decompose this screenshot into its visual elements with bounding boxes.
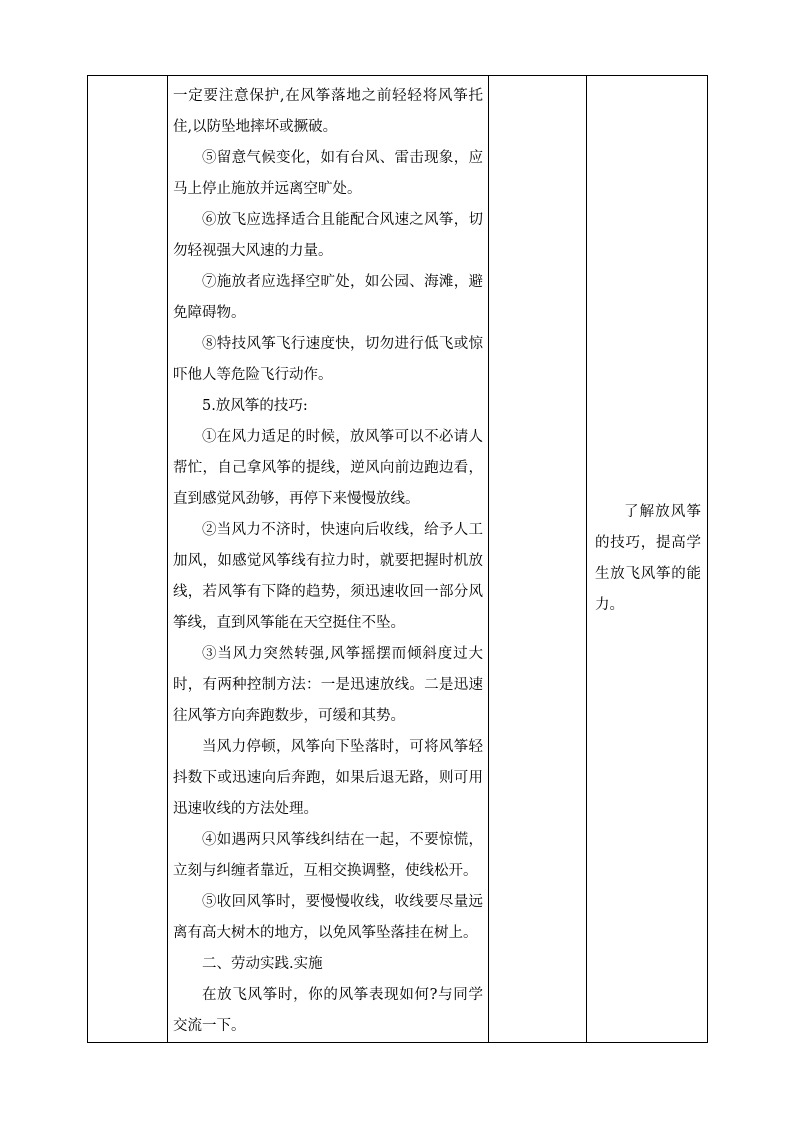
paragraph-wind-stops: 当风力停顿，风筝向下坠落时，可将风筝轻抖数下或迅速向后奔跑，如果后退无路，则可用迅速收线的方法处理。 xyxy=(173,739,483,817)
paragraph-discussion: 在放飞风筝时，你的风筝表现如何?与同学交流一下。 xyxy=(173,987,483,1034)
empty-left-cell xyxy=(88,76,168,1043)
paragraph-technique-4: ④如遇两只风筝线纠结在一起，不要惊慌，立刻与纠缠者靠近，互相交换调整，使线松开。 xyxy=(173,832,483,879)
empty-middle-cell xyxy=(489,76,587,1043)
lesson-row xyxy=(88,76,708,1043)
activity-content-cell xyxy=(168,76,489,1043)
paragraph-wind-speed: ⑥放飞应选择适合且能配合风速之风筝，切勿轻视强大风速的力量。 xyxy=(173,212,483,259)
paragraph-stunt-kite: ⑧特技风筝飞行速度快，切勿进行低飞或惊吓他人等危险飞行动作。 xyxy=(173,336,483,383)
paragraph-technique-5: ⑤收回风筝时，要慢慢收线，收线要尽量远离有高大树木的地方，以免风筝坠落挂在树上。 xyxy=(173,894,483,941)
paragraph-protect-landing: 一定要注意保护,在风筝落地之前轻轻将风筝托住,以防坠地摔坏或撅破。 xyxy=(173,88,483,135)
design-intent-text: 了解放风筝的技巧，提高学生放飞风筝的能力。 xyxy=(595,504,701,613)
paragraph-technique-2: ②当风力不济时，快速向后收线，给予人工加风，如感觉风筝线有拉力时，就要把握时机放线，若风筝有下降的趋势，须迅速收回一部分风筝线，直到风筝能在天空挺住不坠。 xyxy=(173,522,483,631)
section-heading-techniques: 5.放风筝的技巧: xyxy=(202,398,308,414)
paragraph-technique-3: ③当风力突然转强,风筝摇摆而倾斜度过大时，有两种控制方法：一是迅速放线。二是迅速往风筝方向奔跑数步，可缓和其势。 xyxy=(173,646,483,724)
design-intent-cell xyxy=(587,76,708,1043)
lesson-table xyxy=(87,75,708,1043)
paragraph-open-space: ⑦施放者应选择空旷处，如公园、海滩，避免障碍物。 xyxy=(173,274,483,321)
paragraph-weather: ⑤留意气候变化，如有台风、雷击现象，应马上停止施放并远离空旷处。 xyxy=(173,150,483,197)
section-heading-practice: 二、劳动实践.实施 xyxy=(202,956,323,972)
paragraph-technique-1: ①在风力适足的时候，放风筝可以不必请人帮忙，自己拿风筝的提线，逆风向前边跑边看，直到感觉风劲够，再停下来慢慢放线。 xyxy=(173,429,483,507)
